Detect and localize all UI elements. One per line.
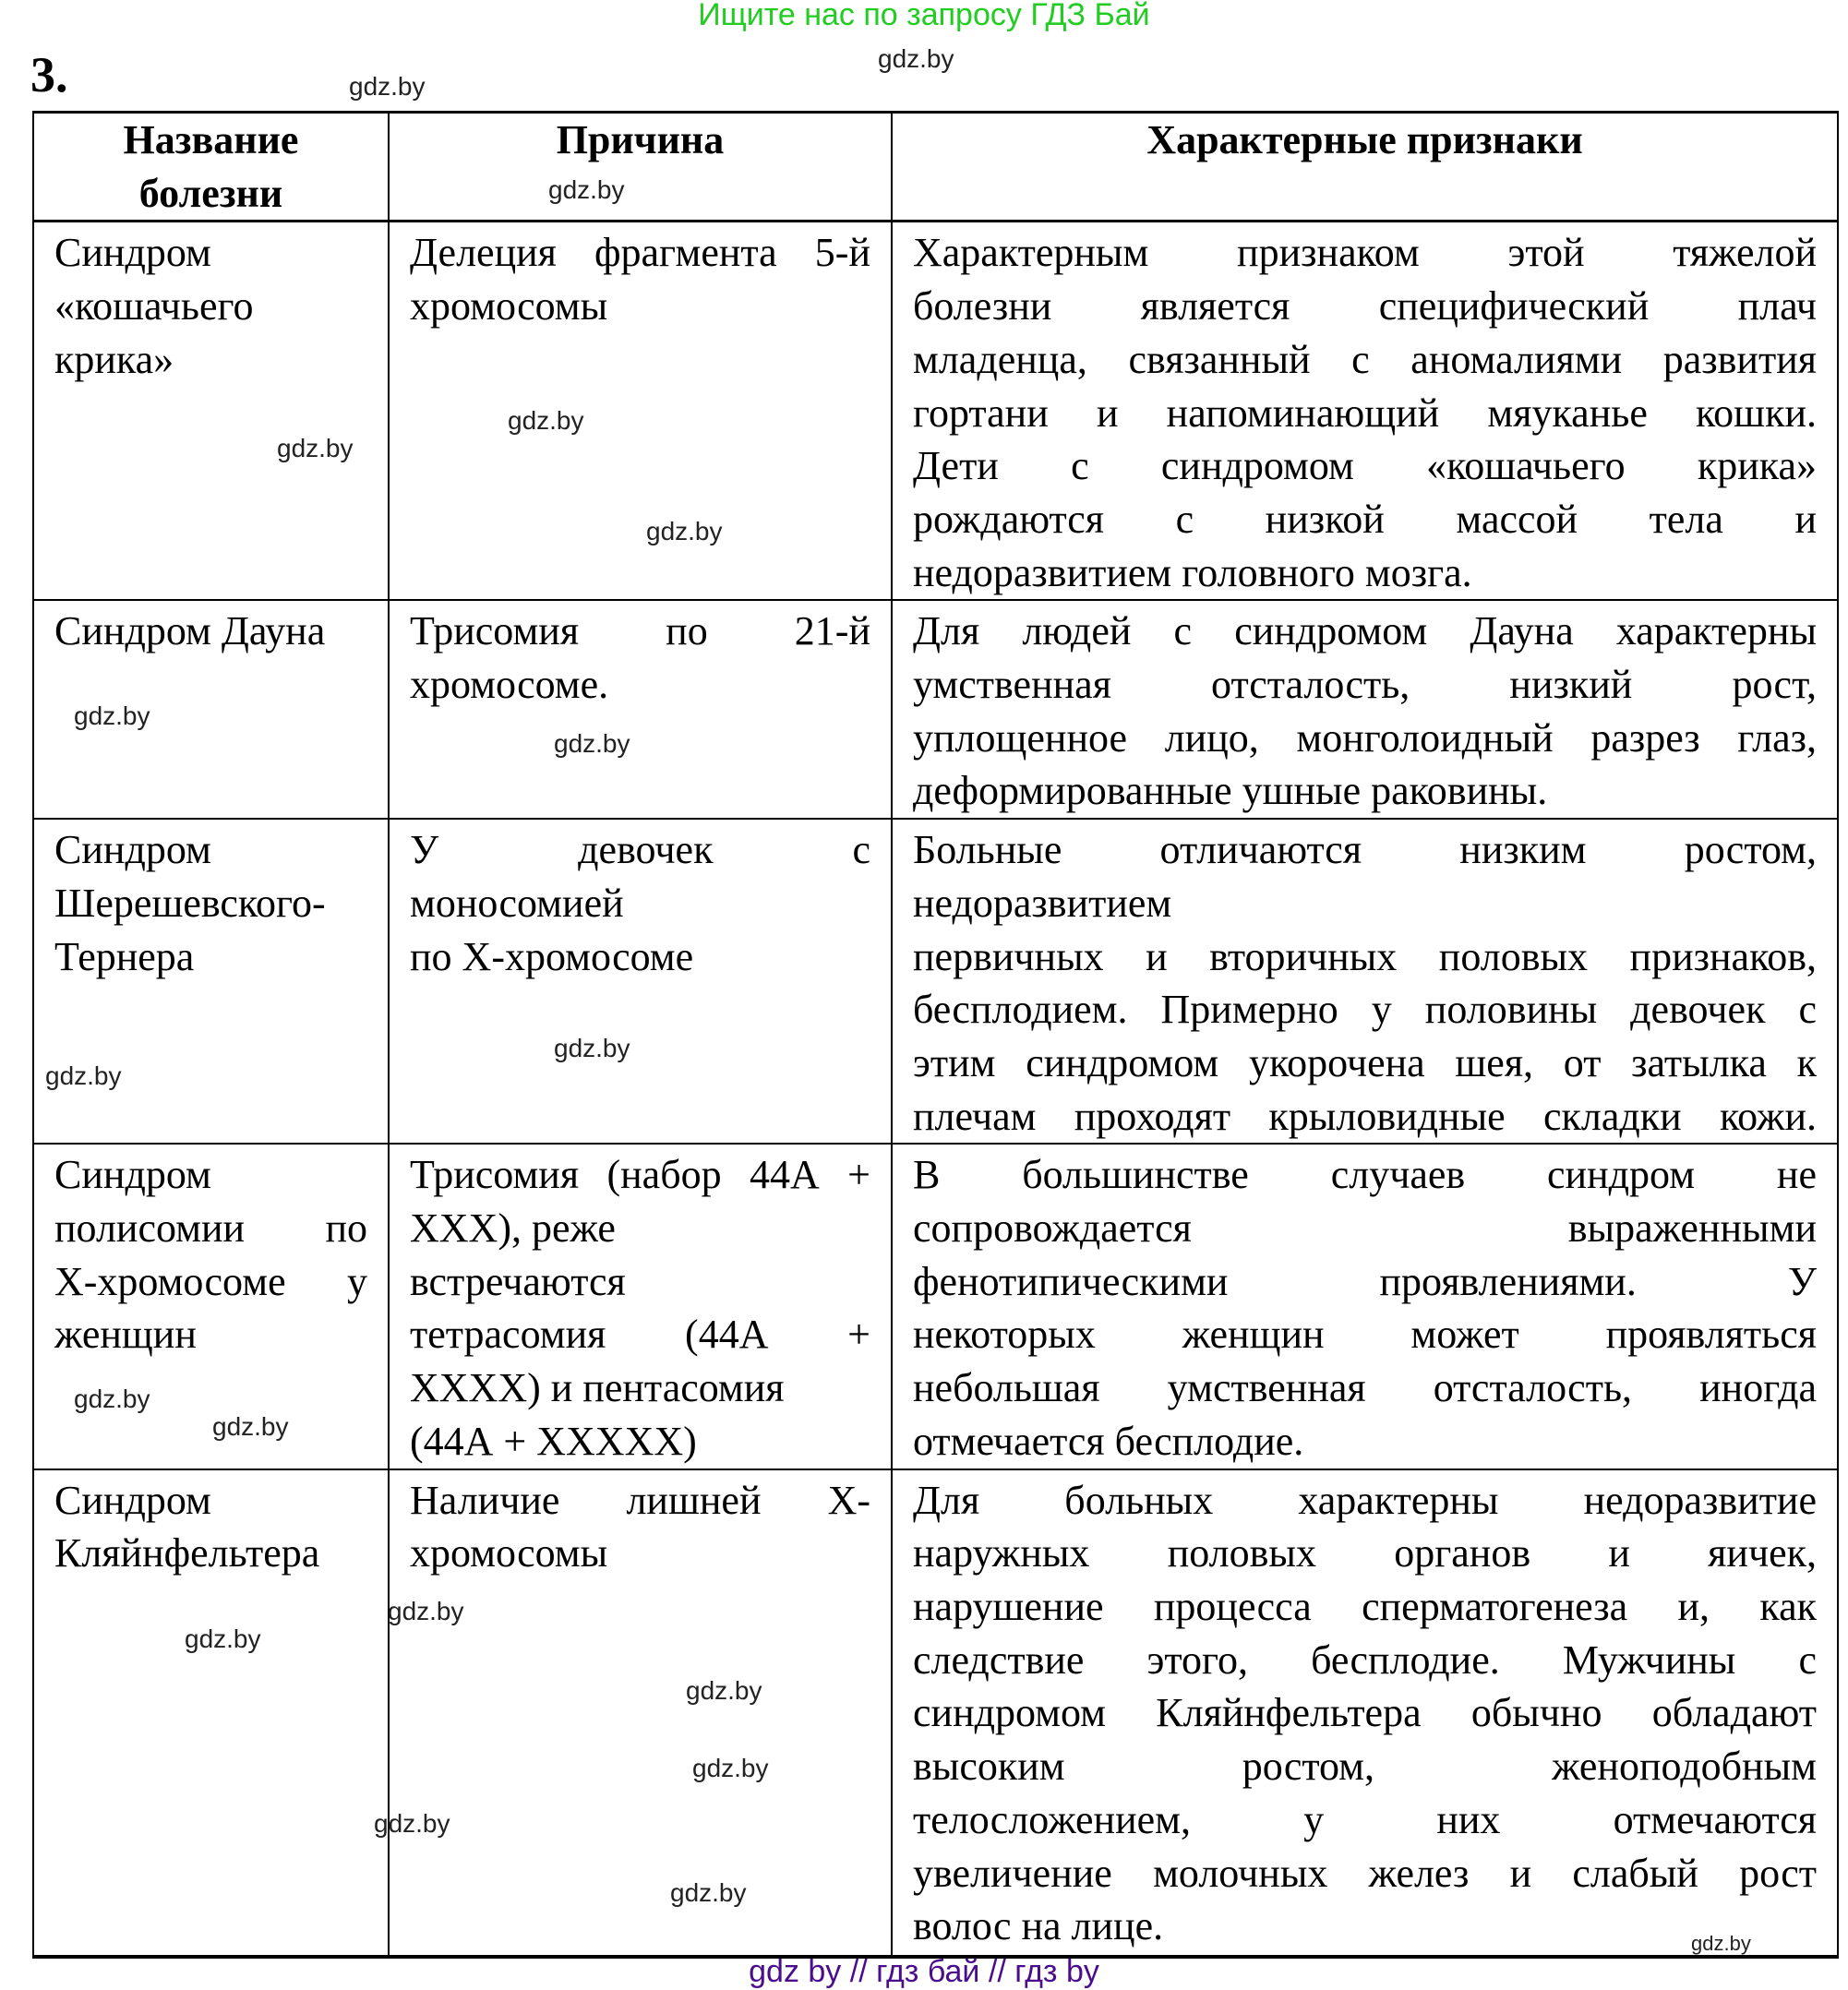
cell-line: (44А + ХХХХХ) — [410, 1418, 697, 1464]
watermark: gdz.by — [548, 175, 625, 204]
cell-line: телосложением, у них отмечаются — [913, 1796, 1817, 1842]
cell-line: В большинстве случаев синдром не — [913, 1152, 1817, 1198]
cell-line: Синдром — [54, 1477, 211, 1523]
cell-line: хромосомы — [410, 1530, 608, 1576]
table-row — [33, 222, 1838, 600]
cell-line: наружных половых органов и яичек, — [913, 1530, 1817, 1576]
watermark: gdz.by — [74, 1385, 150, 1413]
cell-cause — [389, 819, 892, 1144]
cell-line: этим синдромом укорочена шея, от затылка к — [913, 1039, 1817, 1085]
table-row — [33, 1469, 1838, 1957]
cell-line: волос на лице. — [913, 1903, 1164, 1949]
cell-line: тетрасомия (44А + — [410, 1312, 870, 1358]
cell-line: высоким ростом, женоподобным — [913, 1744, 1817, 1790]
cell-line: Х-хромосоме у — [54, 1258, 367, 1304]
cell-name — [33, 1144, 389, 1469]
cell-signs — [892, 819, 1838, 1144]
table-row — [33, 600, 1838, 819]
cell-line: крика» — [54, 336, 174, 382]
watermark: gdz.by — [686, 1676, 762, 1705]
watermark: gdz.by — [692, 1754, 769, 1782]
cell-line: хромосомы — [410, 283, 608, 330]
diseases-table — [32, 111, 1839, 1959]
watermark: gdz.by — [45, 1061, 122, 1090]
cell-line: ХХХ), реже — [410, 1205, 616, 1252]
table-row — [33, 1144, 1838, 1469]
cell-name — [33, 1469, 389, 1957]
cell-line: моносомией — [410, 880, 624, 926]
cell-line: встречаются — [410, 1258, 626, 1304]
cell-line: Синдром Дауна — [54, 608, 326, 654]
header-line: болезни — [138, 170, 283, 216]
cell-line: младенца, связанный с аномалиями развития — [913, 336, 1817, 382]
watermark: gdz.by — [349, 72, 426, 101]
cell-cause — [389, 1469, 892, 1957]
watermark: gdz.by — [670, 1878, 747, 1907]
watermark: gdz.by — [374, 1809, 450, 1838]
cell-line: полисомии по — [54, 1205, 367, 1252]
cell-line: хромосоме. — [410, 662, 609, 708]
cell-signs — [892, 1469, 1838, 1957]
cell-line: Наличие лишней Х- — [410, 1477, 870, 1523]
cell-line: деформированные ушные раковины. — [913, 768, 1548, 814]
watermark: gdz.by — [277, 434, 354, 462]
cell-line: гортани и напоминающий мяуканье кошки. — [913, 390, 1817, 436]
cell-line: по Х-хромосоме — [410, 933, 694, 979]
cell-line: Больные отличаются низким ростом, — [913, 827, 1817, 873]
cell-line: болезни является специфический плач — [913, 283, 1817, 330]
task-number: 3. — [30, 47, 68, 102]
cell-line: рождаются с низкой массой тела и — [913, 496, 1817, 542]
cell-name — [33, 222, 389, 600]
cell-signs — [892, 600, 1838, 819]
watermark: gdz.by — [554, 729, 630, 758]
cell-line: Тернера — [54, 933, 195, 979]
cell-line: Шерешевского- — [54, 880, 326, 926]
watermark: gdz.by — [1691, 1932, 1751, 1955]
watermark: gdz.by — [878, 44, 954, 73]
cell-line: Синдром — [54, 1152, 211, 1198]
cell-line: ХХХХ) и пентасомия — [410, 1365, 785, 1411]
watermark: gdz.by — [388, 1597, 464, 1625]
cell-line: Трисомия (набор 44А + — [410, 1152, 870, 1198]
header-line: Причина — [556, 117, 725, 162]
watermark: gdz.by — [212, 1412, 289, 1441]
watermark: gdz.by — [646, 517, 723, 545]
cell-line: плечам проходят крыловидные складки кожи. — [913, 1093, 1817, 1139]
header-signs — [892, 113, 1838, 222]
cell-line: сопровождается выраженными — [913, 1205, 1817, 1252]
cell-name — [33, 819, 389, 1144]
cell-line: синдромом Кляйнфельтера обычно обладают — [913, 1690, 1817, 1736]
cell-line: Для людей с синдромом Дауна характерны — [913, 608, 1817, 654]
watermark: gdz.by — [554, 1034, 630, 1062]
watermark: gdz.by — [185, 1624, 261, 1653]
header-cause — [389, 113, 892, 222]
cell-line: Синдром — [54, 230, 211, 276]
watermark: gdz.by — [74, 701, 150, 730]
cell-line: недоразвитием — [913, 880, 1172, 926]
cell-line: Делеция фрагмента 5-й — [410, 230, 870, 276]
table-header-row — [33, 113, 1838, 222]
cell-line: бесплодием. Примерно у половины девочек с — [913, 987, 1817, 1033]
cell-cause — [389, 222, 892, 600]
header-line: Название — [123, 117, 299, 162]
cell-line: фенотипическими проявлениями. У — [913, 1258, 1817, 1304]
cell-line: Трисомия по 21-й — [410, 608, 870, 654]
cell-line: Для больных характерны недоразвитие — [913, 1477, 1817, 1523]
cell-line: первичных и вторичных половых признаков, — [913, 933, 1817, 979]
cell-line: недоразвитием головного мозга. — [913, 549, 1472, 595]
cell-cause — [389, 1144, 892, 1469]
cell-line: Синдром — [54, 827, 211, 873]
cell-line: отмечается бесплодие. — [913, 1418, 1304, 1464]
cell-line: Кляйнфельтера — [54, 1530, 320, 1576]
cell-line: Дети с синдромом «кошачьего крика» — [913, 443, 1817, 489]
cell-line: «кошачьего — [54, 283, 254, 330]
cell-line: женщин — [54, 1312, 197, 1358]
cell-line: небольшая умственная отсталость, иногда — [913, 1365, 1817, 1411]
cell-signs — [892, 1144, 1838, 1469]
cell-cause — [389, 600, 892, 819]
footer-banner: gdz by // гдз бай // гдз by — [749, 1954, 1099, 1989]
cell-line: Характерным признаком этой тяжелой — [913, 230, 1817, 276]
cell-line: нарушение процесса сперматогенеза и, как — [913, 1583, 1817, 1629]
watermark: gdz.by — [508, 406, 584, 435]
cell-line: уплощенное лицо, монголоидный разрез глаз, — [913, 714, 1817, 761]
search-banner: Ищите нас по запросу ГДЗ Бай — [698, 0, 1150, 32]
table-row — [33, 819, 1838, 1144]
cell-line: следствие этого, бесплодие. Мужчины с — [913, 1636, 1817, 1683]
cell-line: У девочек с — [410, 827, 870, 873]
header-disease-name — [33, 113, 389, 222]
cell-line: увеличение молочных желез и слабый рост — [913, 1850, 1817, 1896]
cell-line: умственная отсталость, низкий рост, — [913, 662, 1817, 708]
cell-signs — [892, 222, 1838, 600]
cell-line: некоторых женщин может проявляться — [913, 1312, 1817, 1358]
header-line: Характерные признаки — [1146, 117, 1583, 162]
